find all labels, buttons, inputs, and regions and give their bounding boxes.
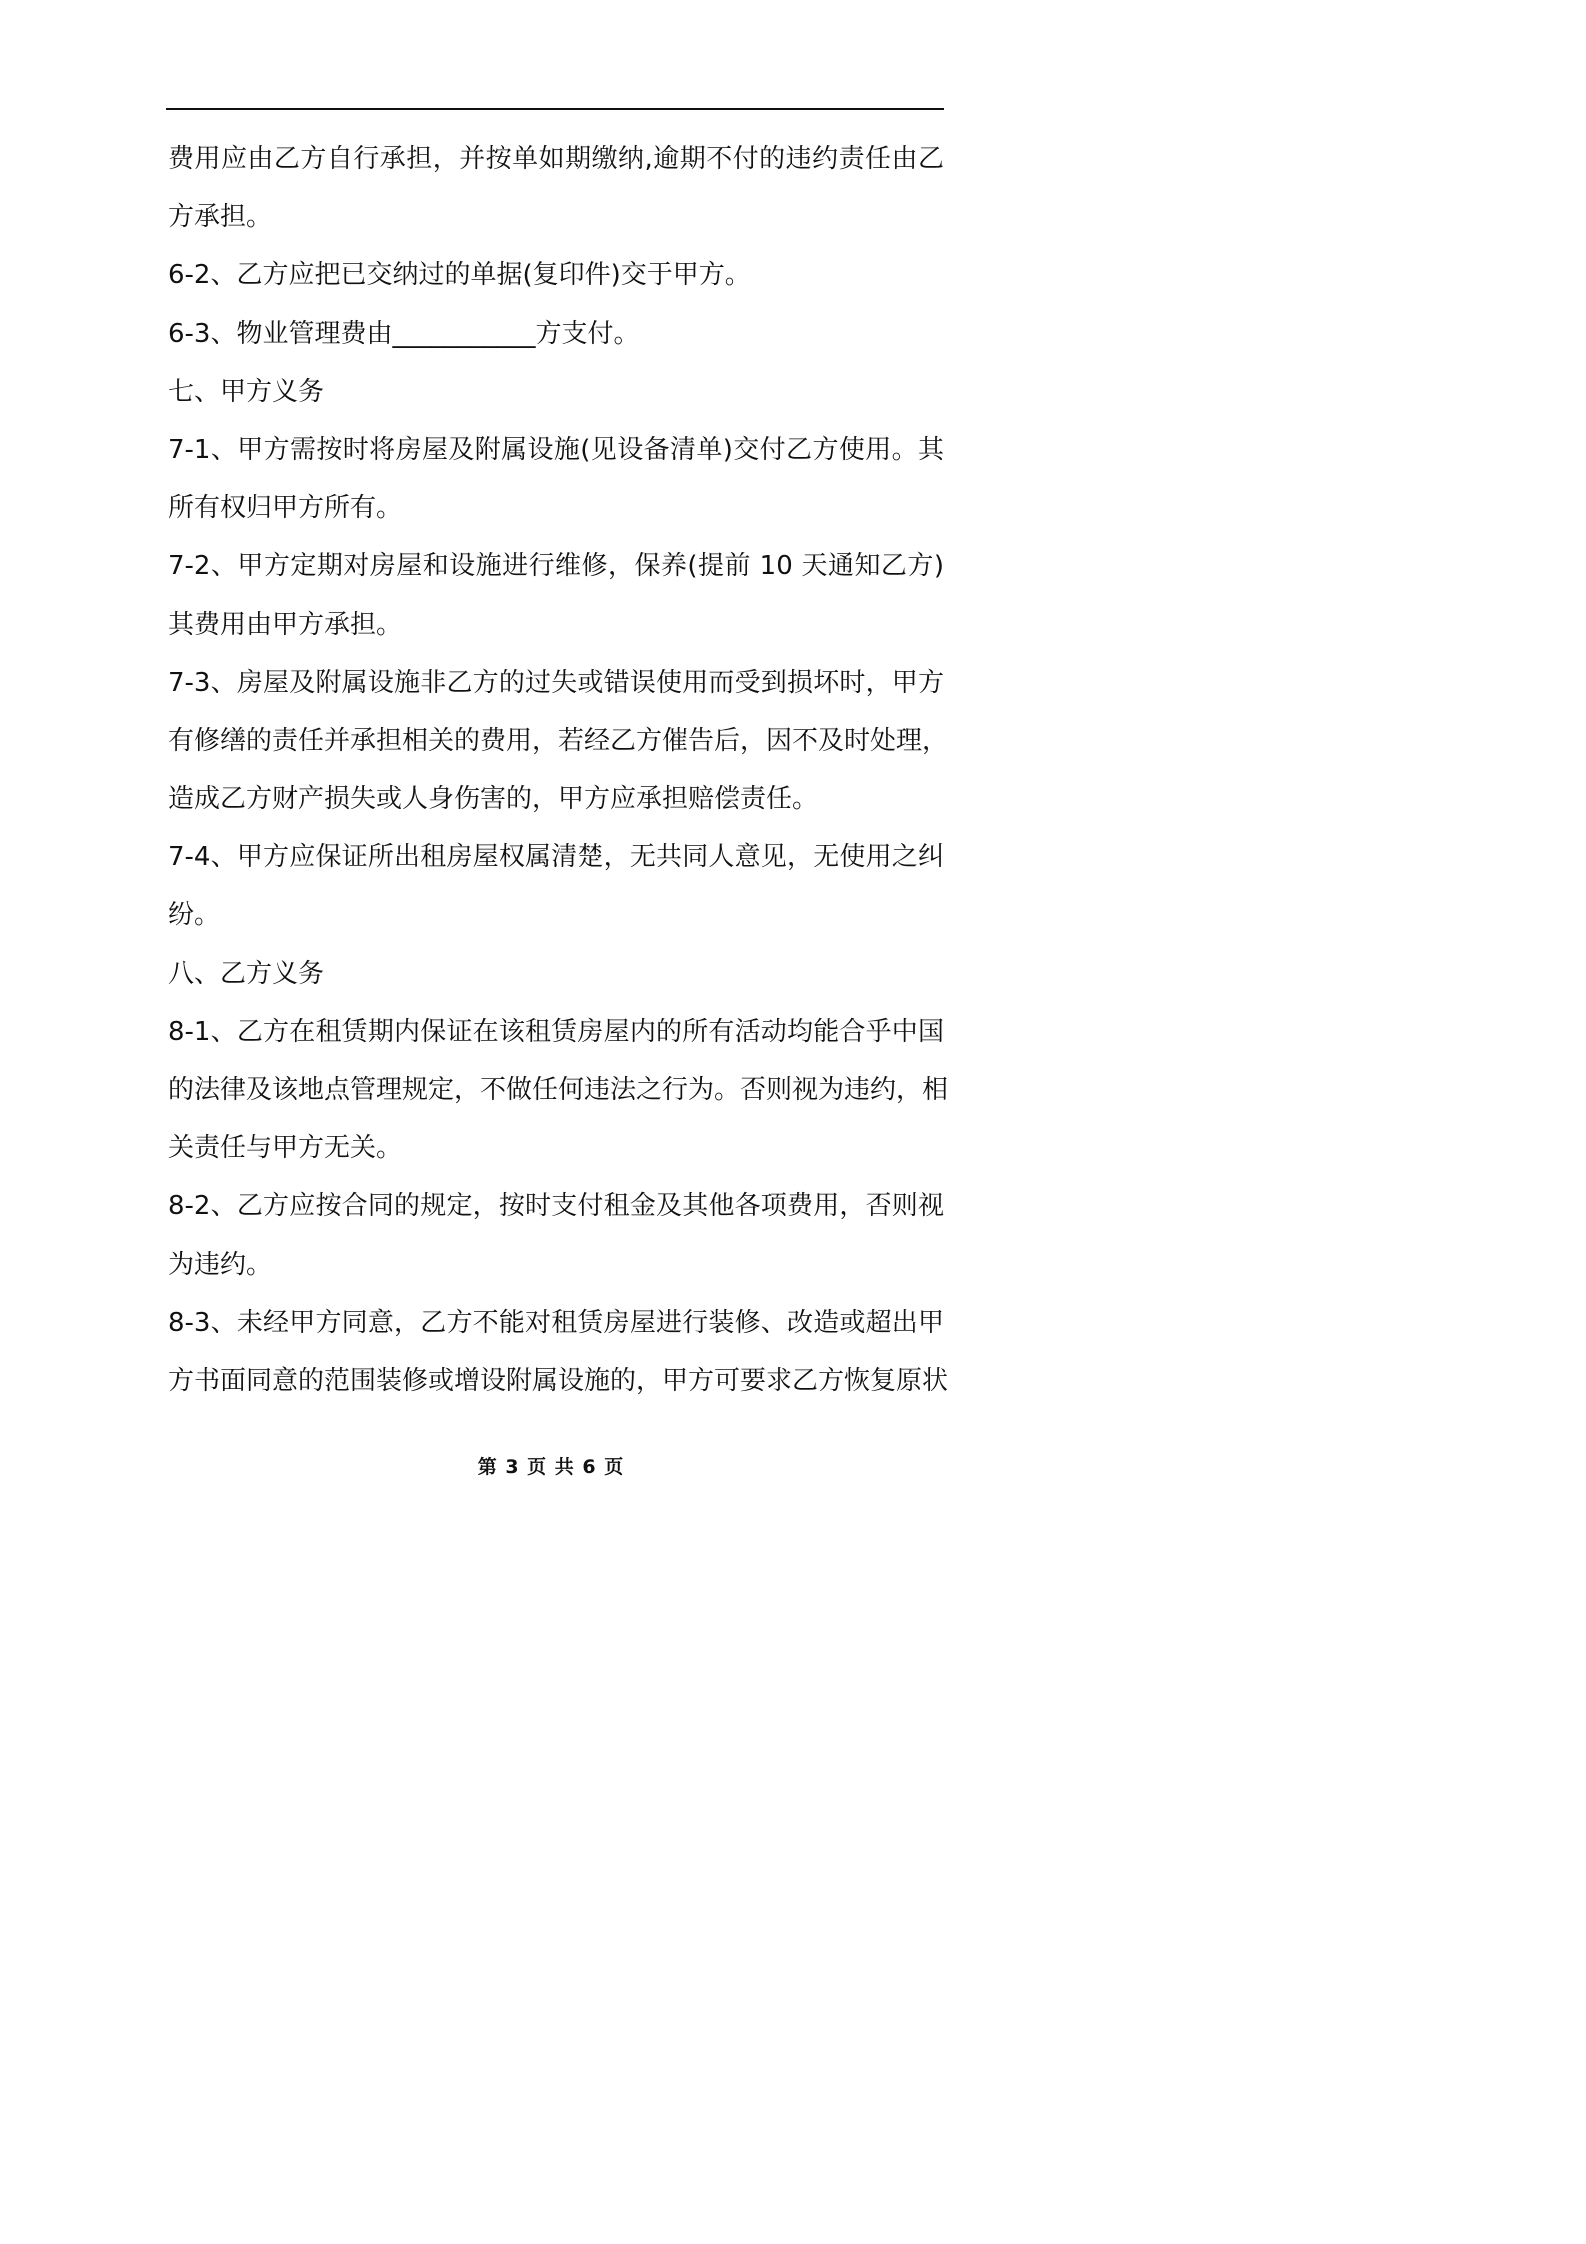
page-number: 第 3 页 共 6 页: [477, 1456, 625, 1478]
section-heading-7: 七、甲方义务: [168, 376, 325, 407]
clause-6-3: 6-3、物业管理费由___________方支付。: [168, 318, 640, 349]
clause-7-3: 7-3、房屋及附属设施非乙方的过失或错误使用而受到损坏时，甲方: [168, 667, 944, 698]
text-line: 有修缮的责任并承担相关的费用，若经乙方催告后，因不及时处理，: [168, 725, 949, 756]
clause-8-1: 8-1、乙方在租赁期内保证在该租赁房屋内的所有活动均能合乎中国: [168, 1016, 944, 1047]
section-heading-8: 八、乙方义务: [168, 958, 325, 989]
text-line: 关责任与甲方无关。: [168, 1133, 403, 1164]
text-line: 方承担。: [168, 202, 273, 233]
clause-8-2: 8-2、乙方应按合同的规定，按时支付租金及其他各项费用，否则视: [168, 1191, 944, 1222]
header-rule: [166, 108, 944, 110]
document-body: [168, 130, 949, 1410]
clause-6-2: 6-2、乙方应把已交纳过的单据(复印件)交于甲方。: [168, 260, 751, 291]
clause-7-2: 7-2、甲方定期对房屋和设施进行维修，保养(提前 10 天通知乙方): [168, 551, 944, 582]
text-line: 的法律及该地点管理规定，不做任何违法之行为。否则视为违约，相: [168, 1075, 949, 1105]
text-line: 造成乙方财产损失或人身伤害的，甲方应承担赔偿责任。: [168, 784, 819, 815]
text-line: 纷。: [168, 900, 221, 931]
clause-8-3: 8-3、未经甲方同意，乙方不能对租赁房屋进行装修、改造或超出甲: [168, 1307, 944, 1338]
text-line: 方书面同意的范围装修或增设附属设施的，甲方可要求乙方恢复原状: [168, 1365, 949, 1396]
clause-7-1: 7-1、甲方需按时将房屋及附属设施(见设备清单)交付乙方使用。其: [168, 434, 944, 465]
text-line: 为违约。: [168, 1249, 273, 1280]
text-line: 费用应由乙方自行承担，并按单如期缴纳,逾期不付的违约责任由乙: [168, 144, 944, 174]
clause-7-4: 7-4、甲方应保证所出租房屋权属清楚，无共同人意见，无使用之纠: [168, 842, 944, 873]
text-line: 其费用由甲方承担。: [168, 609, 403, 640]
text-line: 所有权归甲方所有。: [168, 493, 403, 524]
